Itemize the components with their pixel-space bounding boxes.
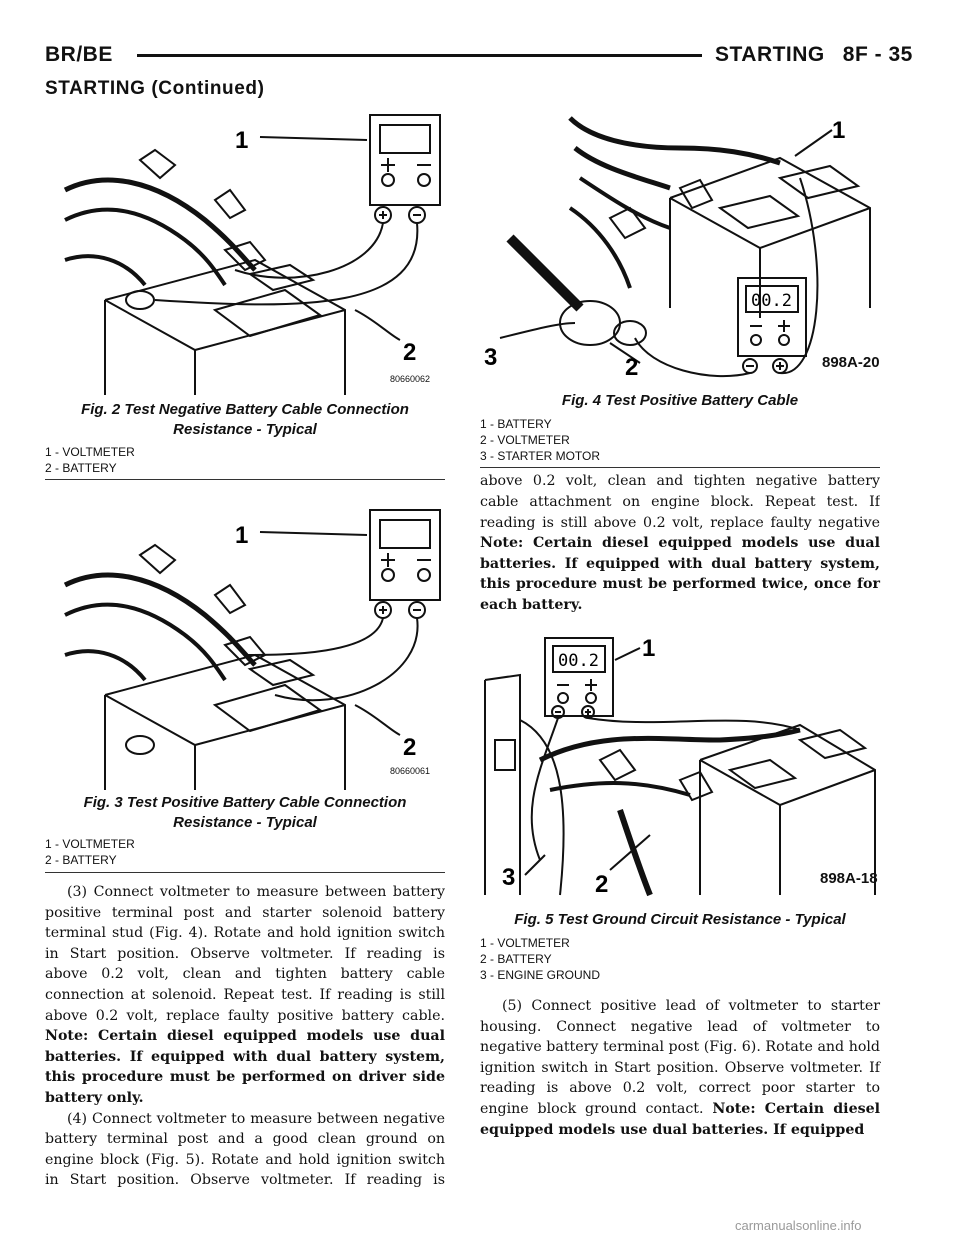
fig4-divider	[480, 467, 880, 468]
header-section: STARTING	[715, 43, 825, 66]
fig5-image-id: 898A-18	[820, 870, 878, 887]
fig4-voltmeter-display: 00.2	[751, 291, 792, 311]
step4-note: Note: Certain diesel equipped models use dual batteries. If equipped with dual battery system, this procedure must be performed twice, once for each battery.	[480, 535, 880, 613]
fig3-illustration	[45, 505, 445, 790]
fig5-callout-1: 1	[642, 635, 656, 662]
step4-paragraph-end	[480, 471, 880, 533]
step4-paragraph-start: (4) Connect voltmeter to measure between negative battery terminal post and a good clean ground on engine block (Fig. 5). Rotate and hold ignition switch in Start position. Observe voltmeter. If reading is	[45, 1110, 445, 1189]
step5-paragraph	[480, 996, 880, 1140]
fig5-legend-item: 3 - ENGINE GROUND	[480, 968, 601, 982]
left-body-text	[45, 882, 445, 1191]
fig4-legend-item: 1 - BATTERY	[480, 417, 552, 431]
fig3-legend-item: 2 - BATTERY	[45, 853, 117, 867]
fig4-callout-2: 2	[625, 354, 639, 381]
watermark: carmanualsonline.info	[735, 1218, 862, 1233]
step4-continued-text: above 0.2 volt, clean and tighten negative battery cable attachment on engine block. Repeat test. If reading is still above 0.2 volt, replace faulty negative	[480, 473, 880, 531]
fig2-caption-line2: Resistance - Typical	[173, 421, 317, 438]
step3-paragraph	[45, 882, 445, 1109]
fig5-legend-item: 2 - BATTERY	[480, 952, 552, 966]
fig4-legend-item: 2 - VOLTMETER	[480, 433, 570, 447]
fig2-callout-1: 1	[235, 127, 249, 154]
fig4-callout-3: 3	[484, 344, 498, 371]
right-body-text-top	[480, 471, 880, 615]
fig3-image-id: 80660061	[390, 766, 431, 776]
fig5-legend-item: 1 - VOLTMETER	[480, 936, 570, 950]
fig4-image-id: 898A-20	[822, 354, 880, 371]
continued-heading: STARTING (Continued)	[45, 78, 265, 99]
fig2-caption	[45, 400, 445, 440]
fig4-callout-1: 1	[832, 117, 846, 144]
fig2-caption-line1: Fig. 2 Test Negative Battery Cable Connection	[81, 401, 409, 418]
fig5-voltmeter-display: 00.2	[558, 651, 599, 671]
fig3-legend-item: 1 - VOLTMETER	[45, 837, 135, 851]
fig2-legend-item: 1 - VOLTMETER	[45, 445, 135, 459]
fig2-legend-item: 2 - BATTERY	[45, 461, 117, 475]
fig2-legend	[45, 444, 135, 476]
fig5-callout-3: 3	[502, 864, 516, 891]
fig2-callout-2: 2	[403, 339, 417, 366]
fig3-callout-1: 1	[235, 522, 249, 549]
fig4-legend-item: 3 - STARTER MOTOR	[480, 449, 601, 463]
fig3-divider	[45, 872, 445, 873]
step5-text: (5) Connect positive lead of voltmeter to starter housing. Connect negative lead of voltmeter to negative battery terminal post (Fig. 6). Rotate and hold ignition switch in Start position. Observe voltmeter. If reading is above 0.2 volt, correct poor starter to engine block ground contact.	[480, 998, 880, 1117]
fig3-caption-line2: Resistance - Typical	[173, 814, 317, 831]
fig2-divider	[45, 479, 445, 480]
fig5-illustration	[480, 630, 880, 900]
fig5-caption: Fig. 5 Test Ground Circuit Resistance - Typical	[514, 911, 846, 928]
header-model: BR/BE	[45, 43, 113, 66]
fig5-callout-2: 2	[595, 871, 609, 898]
fig4-caption: Fig. 4 Test Positive Battery Cable	[561, 392, 799, 409]
header-rule	[137, 54, 702, 57]
fig4-legend	[480, 416, 600, 464]
step3-text: (3) Connect voltmeter to measure between battery positive terminal post and starter solenoid battery terminal stud (Fig. 4). Rotate and hold ignition switch in Start position. Observe voltmeter. If reading is above 0.2 volt, clean and tighten battery cable connection at solenoid. Repeat test. If reading is still above 0.2 volt, replace faulty positive battery cable.	[45, 884, 445, 1024]
step4-note-wrap	[480, 533, 880, 615]
fig3-legend	[45, 836, 135, 868]
fig3-callout-2: 2	[403, 734, 417, 761]
step3-note: Note: Certain diesel equipped models use dual batteries. If equipped with dual battery system, this procedure must be performed on driver side battery only.	[45, 1028, 445, 1106]
fig4-illustration	[480, 108, 880, 388]
header-right	[715, 43, 913, 67]
fig2-illustration	[45, 110, 445, 395]
fig5-legend	[480, 935, 600, 983]
step5-note: Note: Certain diesel equipped models use dual batteries. If equipped	[480, 1100, 881, 1138]
fig3-caption-line1: Fig. 3 Test Positive Battery Cable Connection	[83, 794, 407, 811]
header-page: 8F - 35	[842, 43, 913, 66]
fig2-image-id: 80660062	[390, 374, 431, 384]
fig3-caption	[45, 793, 445, 833]
